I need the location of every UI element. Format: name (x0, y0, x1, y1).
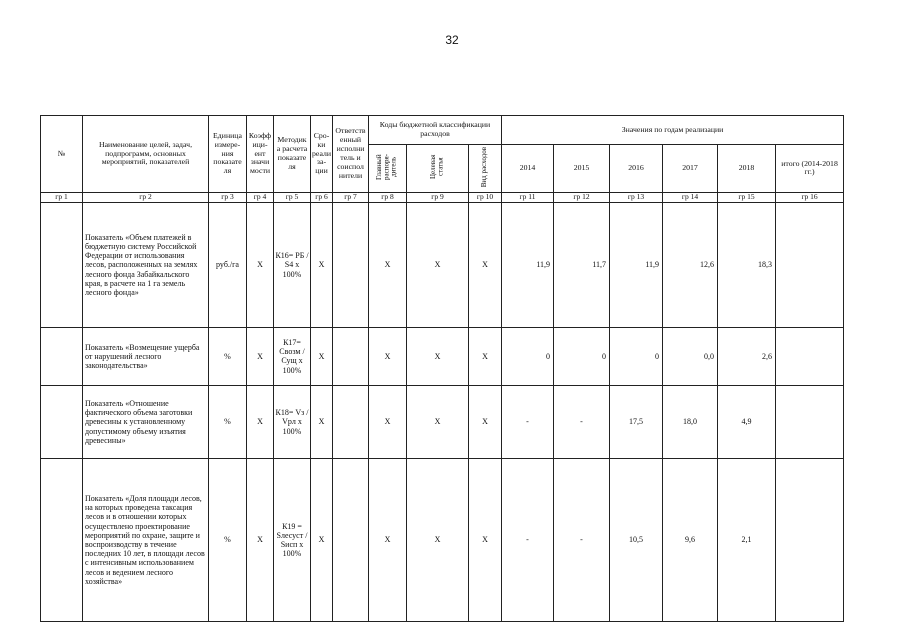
col-number: гр 7 (333, 192, 369, 202)
col-number: гр 5 (274, 192, 311, 202)
header-row-1 (41, 116, 844, 145)
row-value-2016: 10,5 (610, 458, 663, 621)
col-number: гр 4 (247, 192, 274, 202)
row-name: Показатель «Возмещение ущерба от нарушений лесного законодательства» (83, 327, 209, 385)
row-value-2017: 0,0 (663, 327, 718, 385)
header-responsible: Ответств енный исполни тель и соиспол нители (333, 116, 369, 193)
row-code-type: X (469, 202, 502, 327)
row-value-2018: 18,3 (718, 202, 776, 327)
column-number-row (41, 192, 844, 202)
header-num: № (41, 116, 83, 193)
row-unit: руб./га (209, 202, 247, 327)
row-responsible (333, 458, 369, 621)
row-value-2014: - (502, 458, 554, 621)
row-code-type: X (469, 458, 502, 621)
row-num (41, 327, 83, 385)
row-value-total (776, 202, 844, 327)
col-number: гр 6 (311, 192, 333, 202)
row-responsible (333, 385, 369, 458)
row-name: Показатель «Отношение фактического объема заготовки древесины к установленному допустимому объему изъятия древесины» (83, 385, 209, 458)
row-value-2014: 11,9 (502, 202, 554, 327)
table-row-indicator-18 (41, 385, 844, 458)
row-code-target: X (407, 202, 469, 327)
row-method: К18= Vз / Vрл х 100% (274, 385, 311, 458)
row-coef: X (247, 385, 274, 458)
row-value-2016: 11,9 (610, 202, 663, 327)
col-number: гр 1 (41, 192, 83, 202)
row-value-2015: 0 (554, 327, 610, 385)
row-terms: X (311, 385, 333, 458)
row-value-total (776, 458, 844, 621)
col-number: гр 9 (407, 192, 469, 202)
row-value-2016: 17,5 (610, 385, 663, 458)
row-unit: % (209, 385, 247, 458)
row-value-2016: 0 (610, 327, 663, 385)
row-unit: % (209, 458, 247, 621)
header-year-2014: 2014 (502, 145, 554, 193)
header-code-main: Главный распоря-дитель (375, 154, 399, 181)
row-code-main: X (369, 327, 407, 385)
header-year-2018: 2018 (718, 145, 776, 193)
row-code-main: X (369, 458, 407, 621)
col-number: гр 13 (610, 192, 663, 202)
row-num (41, 385, 83, 458)
col-number: гр 2 (83, 192, 209, 202)
row-method: К16= РБ / S4 х 100% (274, 202, 311, 327)
header-terms: Сро-ки реали за-ции (311, 116, 333, 193)
header-code-target-cell (407, 145, 469, 193)
col-number: гр 10 (469, 192, 502, 202)
col-number: гр 3 (209, 192, 247, 202)
row-coef: X (247, 458, 274, 621)
header-unit: Единица измере-ния показате ля (209, 116, 247, 193)
row-code-main: X (369, 385, 407, 458)
row-name: Показатель «Доля площади лесов, на которых проведена таксация лесов и в отношении которых осуществлено проектирование мероприятий по охране, защите и воспроизводству в течение последних 10 лет, в площади лесов с интенсивным использованием лесов и ведением лесного хозяйства» (83, 458, 209, 621)
col-number: гр 15 (718, 192, 776, 202)
row-value-2017: 18,0 (663, 385, 718, 458)
row-value-total (776, 385, 844, 458)
col-number: гр 11 (502, 192, 554, 202)
row-value-2014: 0 (502, 327, 554, 385)
row-value-2015: 11,7 (554, 202, 610, 327)
col-number: гр 14 (663, 192, 718, 202)
row-num (41, 202, 83, 327)
header-coef: Коэфф ици-ент значи мости (247, 116, 274, 193)
header-code-target: Целевая статья (429, 154, 445, 180)
col-number: гр 16 (776, 192, 844, 202)
row-code-target: X (407, 385, 469, 458)
table-row-indicator-16 (41, 202, 844, 327)
row-num (41, 458, 83, 621)
row-value-2017: 9,6 (663, 458, 718, 621)
row-code-target: X (407, 458, 469, 621)
table-row-indicator-19 (41, 458, 844, 621)
header-codes: Коды бюджетной классификации расходов (369, 116, 502, 145)
row-responsible (333, 327, 369, 385)
row-code-type: X (469, 327, 502, 385)
row-value-2015: - (554, 458, 610, 621)
header-year-2015: 2015 (554, 145, 610, 193)
col-number: гр 8 (369, 192, 407, 202)
indicators-table (40, 115, 844, 622)
row-terms: X (311, 458, 333, 621)
col-number: гр 12 (554, 192, 610, 202)
header-method: Методик а расчета показате ля (274, 116, 311, 193)
row-value-2017: 12,6 (663, 202, 718, 327)
header-year-2017: 2017 (663, 145, 718, 193)
row-method: К17= Свозм / Сущ х 100% (274, 327, 311, 385)
row-coef: X (247, 327, 274, 385)
row-code-main: X (369, 202, 407, 327)
row-coef: X (247, 202, 274, 327)
header-code-type: Вид расходов (480, 146, 489, 188)
header-code-main-cell (369, 145, 407, 193)
row-code-type: X (469, 385, 502, 458)
header-values: Значения по годам реализации (502, 116, 844, 145)
row-value-total (776, 327, 844, 385)
row-method: К19 = Sлесуст / Sисп х 100% (274, 458, 311, 621)
header-year-2016: 2016 (610, 145, 663, 193)
row-unit: % (209, 327, 247, 385)
row-value-2018: 2,6 (718, 327, 776, 385)
row-value-2015: - (554, 385, 610, 458)
row-value-2018: 2,1 (718, 458, 776, 621)
row-value-2014: - (502, 385, 554, 458)
row-terms: X (311, 202, 333, 327)
row-code-target: X (407, 327, 469, 385)
table-row-indicator-17 (41, 327, 844, 385)
row-responsible (333, 202, 369, 327)
header-total: итого (2014-2018 гг.) (776, 145, 844, 193)
row-name: Показатель «Объем платежей в бюджетную систему Российской Федерации от использования лесов, расположенных на землях лесного фонда Забайкальского края, в расчете на 1 га земель лесного фонда» (83, 202, 209, 327)
page-number: 32 (445, 33, 459, 47)
row-terms: X (311, 327, 333, 385)
header-name: Наименование целей, задач, подпрограмм, основных мероприятий, показателей (83, 116, 209, 193)
header-code-type-cell (469, 145, 502, 193)
row-value-2018: 4,9 (718, 385, 776, 458)
